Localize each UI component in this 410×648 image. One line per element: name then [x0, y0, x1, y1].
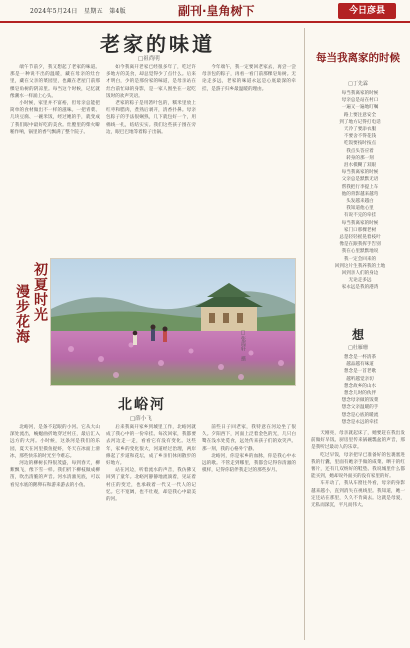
landscape-illustration: [51, 259, 296, 386]
article1-col-2: [106, 64, 196, 250]
poem-line: 每当我离家的时候: [341, 170, 379, 176]
article1-title: 老家的味道: [100, 32, 215, 56]
photo-title-line-1: 初夏时光: [32, 262, 48, 322]
poem-line: 吃饭要按时按点: [343, 141, 377, 147]
section-title: 副刊·皇角树下: [178, 4, 255, 18]
poem-line: 到了地方记得打电话: [339, 119, 381, 125]
poem-line: 每当我离家的时候: [341, 220, 379, 226]
article2-paragraph: 河边的柳树长得很茂盛，每到春天，柳絮飘飞，像下雪一样。我们折下柳枝做成柳笛，吹出清脆的声音。河水清澈见底，可以看见水底的鹅卵石和游来游去的小鱼。: [10, 461, 100, 488]
poem-line: 想念是一首老歌: [343, 369, 377, 375]
photo-title-line-2: 漫步花海: [14, 284, 30, 344]
masthead: [0, 0, 410, 22]
article2-col-1: [10, 424, 100, 638]
article1-author: □祖尚明: [138, 56, 160, 62]
poem-body: [315, 90, 405, 292]
poem-line: 一遍又一遍地叮嘱: [341, 105, 379, 111]
article2-paragraph: 后来我离开家乡到城里工作，北峪河就成了我心中的一份牵挂。每次回家，我都要去河边走一走，看看它有没有变化。这些年，家乡的变化很大，河道经过治理，两岸修起了步道和花坛，成了乡亲们休闲散步的好地方。: [106, 425, 196, 467]
side-paragraph: 车开动了，我从车窗往外看，母亲的身影越来越小，直到消失在视线里。我知道，她一定还站在那里，久久不肯离去。这就是母爱，无私而深沉，平凡而伟大。: [311, 481, 405, 509]
article1-paragraph: 老家的粽子是用箬叶包的，糯米里放上红枣和腊肉，煮熟后剥开，清香扑鼻。母亲包粽子的手法很娴熟，几下就包好一个，用棉线一扎，结结实实。我们这些孩子围在旁边，眼巴巴地等着粽子出锅。: [106, 101, 196, 135]
side-paragraph: 天刚亮，母亲就起床了，她要赶在我出发前做好早饭。厨房里传来锅碗瓢盆的声音，那是我听过最动人的乐章。: [311, 431, 405, 451]
article1-paragraph: 端午节前夕，我又想起了老家的味道。那是一种说不出的温暖，藏在母亲的灶台里，藏在父亲的菜园里，也藏在老屋门前那棵皂角树的阴凉里。每当这个时候，记忆就像潮水一样涌上心头。: [10, 65, 100, 99]
poem-author: □丁先霖: [348, 81, 368, 87]
poem-line: 回到这片生我养我的土地: [334, 263, 386, 269]
poem-line: 天冷了要添衣服: [343, 127, 377, 133]
poem-line: 泪水模糊了双眼: [343, 163, 377, 169]
article2-paragraph: 北峪河，你是家乡的血脉，你是我心中永远的歌。不管走到哪里，我都会记得你清澈的模样，记得你陪伴我走过的那些岁月。: [202, 453, 296, 474]
poem-line: 路上要注意安全: [343, 112, 377, 118]
poem-line: 家永远是我的港湾: [341, 285, 379, 291]
poem-line: 越品越有味道: [346, 362, 374, 368]
article2-col-2: [106, 424, 196, 638]
poem-line: 想念是心底的暖流: [341, 412, 379, 418]
article2-paragraph: 站在河边，听着流水的声音，我仿佛又回到了童年。北峪河静静地流淌着，见证着村庄的变迁，也承载着一代又一代人的记忆。它不宽阔，也不壮观，却是我心中最美的河。: [106, 468, 196, 503]
poem-line: 想念故乡的山水: [343, 383, 377, 389]
poem2-author: □杜雁珊: [348, 345, 368, 351]
article1-paragraph: 今年端午，我一定要回老家去，再尝一尝母亲包的粽子，再看一看门前那棵皂角树。无论走多远，老家的味道永远是心底最深的牵挂，是游子归乡最温暖的理由。: [202, 65, 296, 92]
poem-line: 我一定会回来的: [343, 256, 377, 262]
poem-line: 家门口那棵老树: [343, 227, 377, 233]
poem-line: 想念父亲温暖的手: [341, 405, 379, 411]
poem-line: 我在心里默默地说: [341, 249, 379, 255]
poem-line: 头发越来越白: [346, 199, 374, 205]
article1-paragraph: 如今我离开老家已经很多年了，吃过许多地方的美食，却总觉得少了点什么。后来才明白，少的是那份家的味道，是母亲站在灶台前忙碌的身影，是一家人围坐在一起吃饭时的欢声笑语。: [106, 65, 196, 99]
newspaper-logo: 今日彦县: [338, 3, 396, 19]
photo-credit: □张霞轩 摄: [240, 330, 246, 361]
poem-line: 想念母亲做的饭菜: [341, 398, 379, 404]
poem-line: 父亲总是默默无语: [341, 177, 379, 183]
side-paragraph: 吃过早饭，母亲把早已准备好的包裹塞进我的行囊，里面有她亲手做的咸菜、晒干的红薯片，还有几双纳好的鞋垫。我说城里什么都能买到，她却说外面买的没有家里的好。: [311, 452, 405, 480]
poem2-body: [315, 354, 405, 426]
poem-line: 越听越觉亲切: [346, 376, 374, 382]
article2-paragraph: 前些日子回老家，我特意在河边坐了很久。夕阳西下，河面上泛着金色的光，几只白鹭在浅水处觅食，远处传来孩子们的欢笑声。那一刻，我的心格外宁静。: [202, 425, 296, 452]
poem-line: 想念是永远的牵挂: [341, 419, 379, 425]
main-column: [10, 28, 296, 640]
article2-paragraph: 北峪河，是条不起眼的小河。它从大山深处流出，蜿蜒曲折地穿过村庄，最后汇入远方的大河。小时候，这条河是我们的乐园，夏天在河里摸鱼捉虾，冬天在冰面上滑冰，那些快乐的时光至今难忘。: [10, 425, 100, 459]
poem-title: 每当我离家的时候: [316, 52, 400, 64]
poem-line: 想念是一杯清茶: [343, 355, 377, 360]
poem-line: 转身的那一刻: [346, 155, 374, 161]
article1-col-3: [202, 64, 296, 250]
flower-field-photo: [50, 258, 296, 386]
poem-line: 帮我把行李提上车: [341, 184, 379, 190]
issue-date: 2024年5月24日 星期五 第4版: [30, 8, 126, 15]
poem-line: 我知道他心里: [346, 206, 374, 212]
article1-paragraph: 小时候，家里并不富裕，但母亲总能把简单的食材做出不一样的滋味。一把青菜、几块豆腐、一碗米饭，经过她的手，就变成了我们眼中最好吃的美食。灶膛里的柴火噼啪作响，锅里的香气飘满了整个院子。: [10, 101, 100, 135]
poem-line: 有说不完的牵挂: [343, 213, 377, 219]
poem-line: 他的背影越来越弯: [341, 191, 379, 197]
side-column: [304, 28, 404, 640]
article2-col-3: [202, 424, 296, 638]
article2-author: □薛小飞: [130, 416, 152, 422]
poem-line: 不要舍不得花钱: [343, 134, 377, 140]
poem-line: 像是在跟我挥手告别: [339, 242, 381, 248]
poem-line: 我点头答应着: [346, 148, 374, 154]
poem-line: 总是轻轻摇晃着枝叶: [339, 235, 381, 241]
poem2-title: 想: [351, 328, 364, 342]
poem-line: 母亲总是站在村口: [341, 98, 379, 104]
poem-line: 回到亲人们的身边: [341, 271, 379, 277]
poem-line: 想念儿时的伙伴: [343, 391, 377, 397]
article1-col-1: [10, 64, 100, 250]
side-prose: [311, 430, 405, 638]
poem-line: 每当我离家的时候: [341, 91, 379, 96]
header-divider: [0, 21, 410, 23]
poem-line: 无论走多远: [348, 278, 372, 284]
article2-title: 北峪河: [118, 397, 166, 413]
